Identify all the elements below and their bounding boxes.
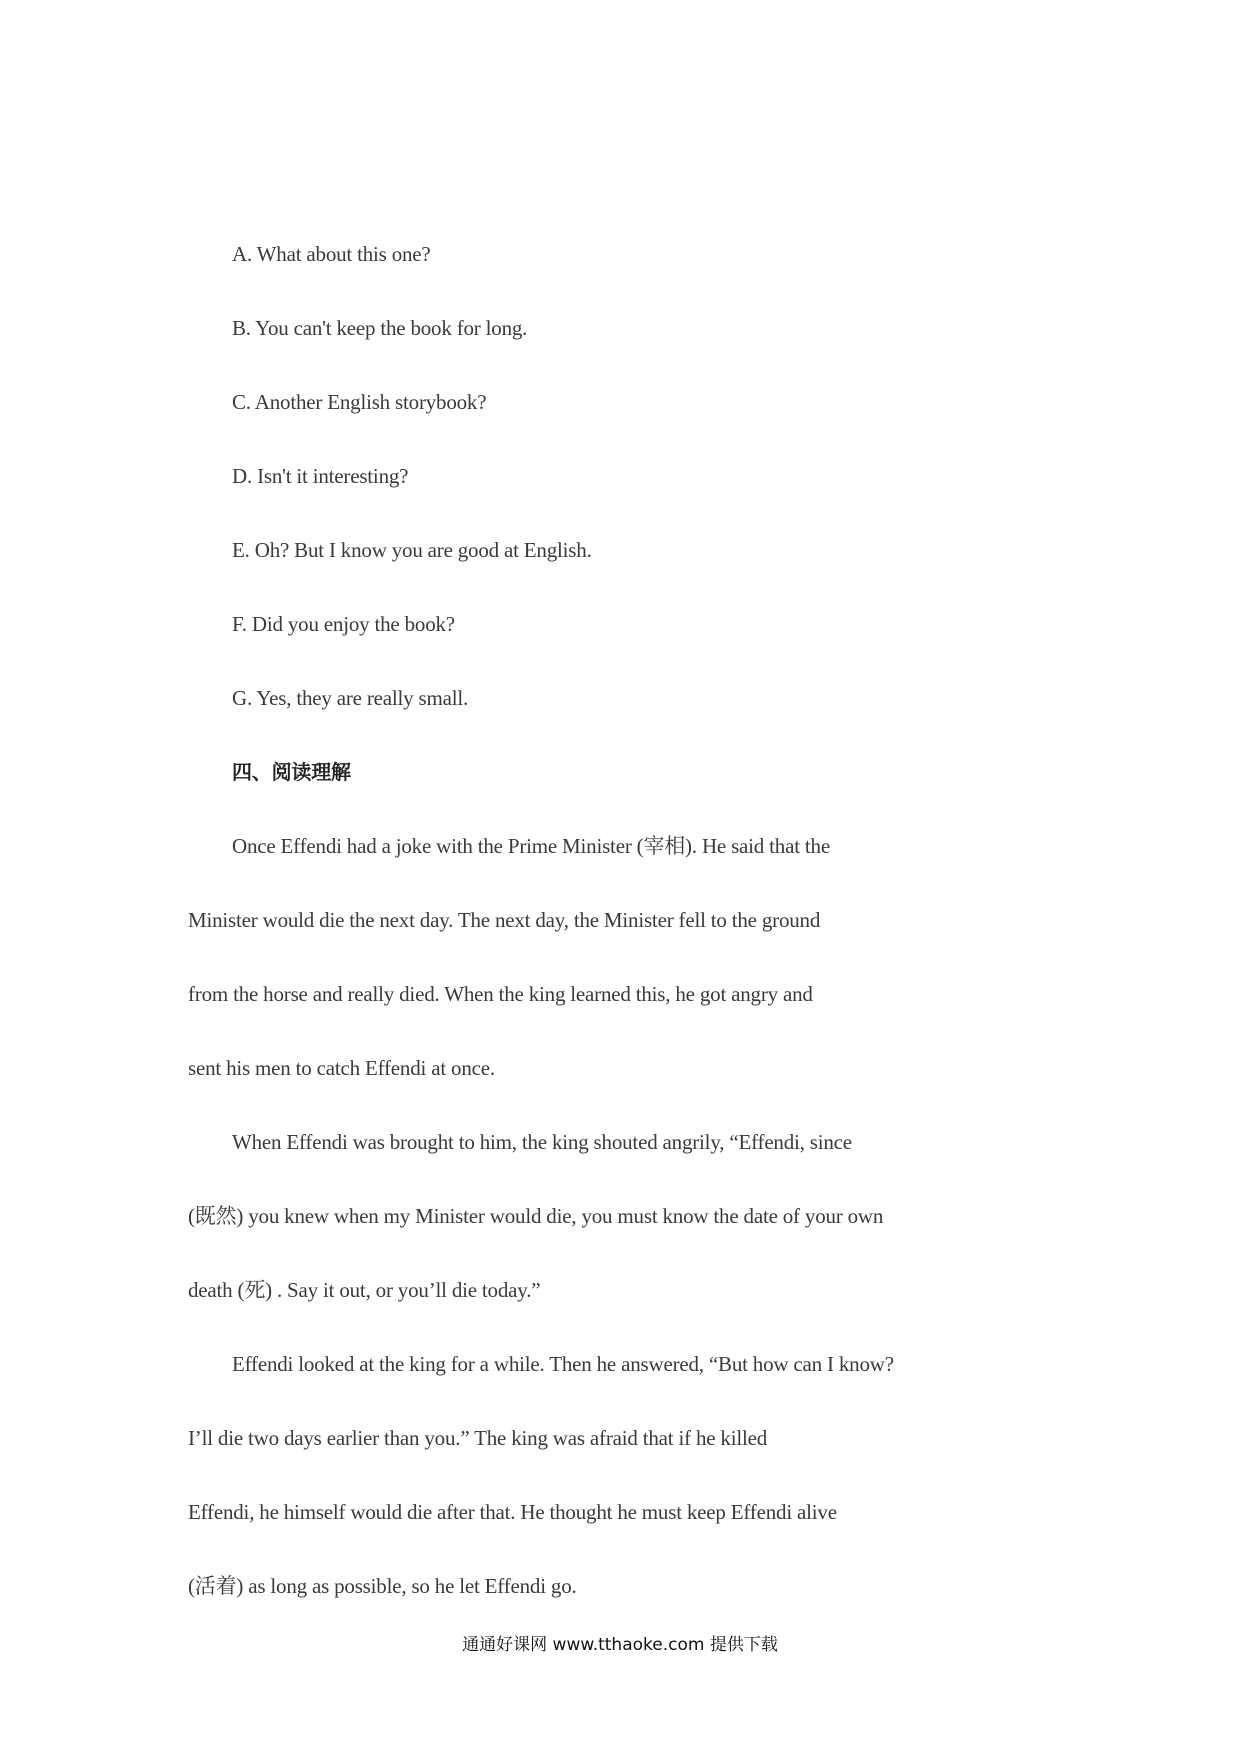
passage-line: I’ll die two days earlier than you.” The king was afraid that if he killed — [188, 1426, 768, 1450]
page-footer: 通通好课网 www.tthaoke.com 提供下载 — [462, 1635, 778, 1655]
passage-line: Minister would die the next day. The next day, the Minister fell to the ground — [188, 908, 821, 932]
option-f: F. Did you enjoy the book? — [232, 612, 455, 636]
passage-line: Once Effendi had a joke with the Prime Minister (宰相). He said that the — [232, 834, 830, 858]
passage-line: Effendi looked at the king for a while. Then he answered, “But how can I know? — [232, 1352, 894, 1376]
passage-line: (活着) as long as possible, so he let Effendi go. — [188, 1574, 577, 1598]
option-d: D. Isn't it interesting? — [232, 464, 409, 488]
passage-line: (既然) you knew when my Minister would die, you must know the date of your own — [188, 1204, 884, 1228]
option-a: A. What about this one? — [232, 242, 431, 266]
passage-line: When Effendi was brought to him, the king shouted angrily, “Effendi, since — [232, 1130, 852, 1154]
passage-line: sent his men to catch Effendi at once. — [188, 1056, 495, 1080]
option-b: B. You can't keep the book for long. — [232, 316, 528, 340]
passage-line: from the horse and really died. When the king learned this, he got angry and — [188, 982, 813, 1006]
section-heading: 四、阅读理解 — [232, 760, 351, 784]
passage-line: death (死) . Say it out, or you’ll die today.” — [188, 1278, 541, 1302]
option-c: C. Another English storybook? — [232, 390, 487, 414]
option-g: G. Yes, they are really small. — [232, 686, 469, 710]
passage-line: Effendi, he himself would die after that. He thought he must keep Effendi alive — [188, 1500, 837, 1524]
option-e: E. Oh? But I know you are good at English. — [232, 538, 592, 562]
